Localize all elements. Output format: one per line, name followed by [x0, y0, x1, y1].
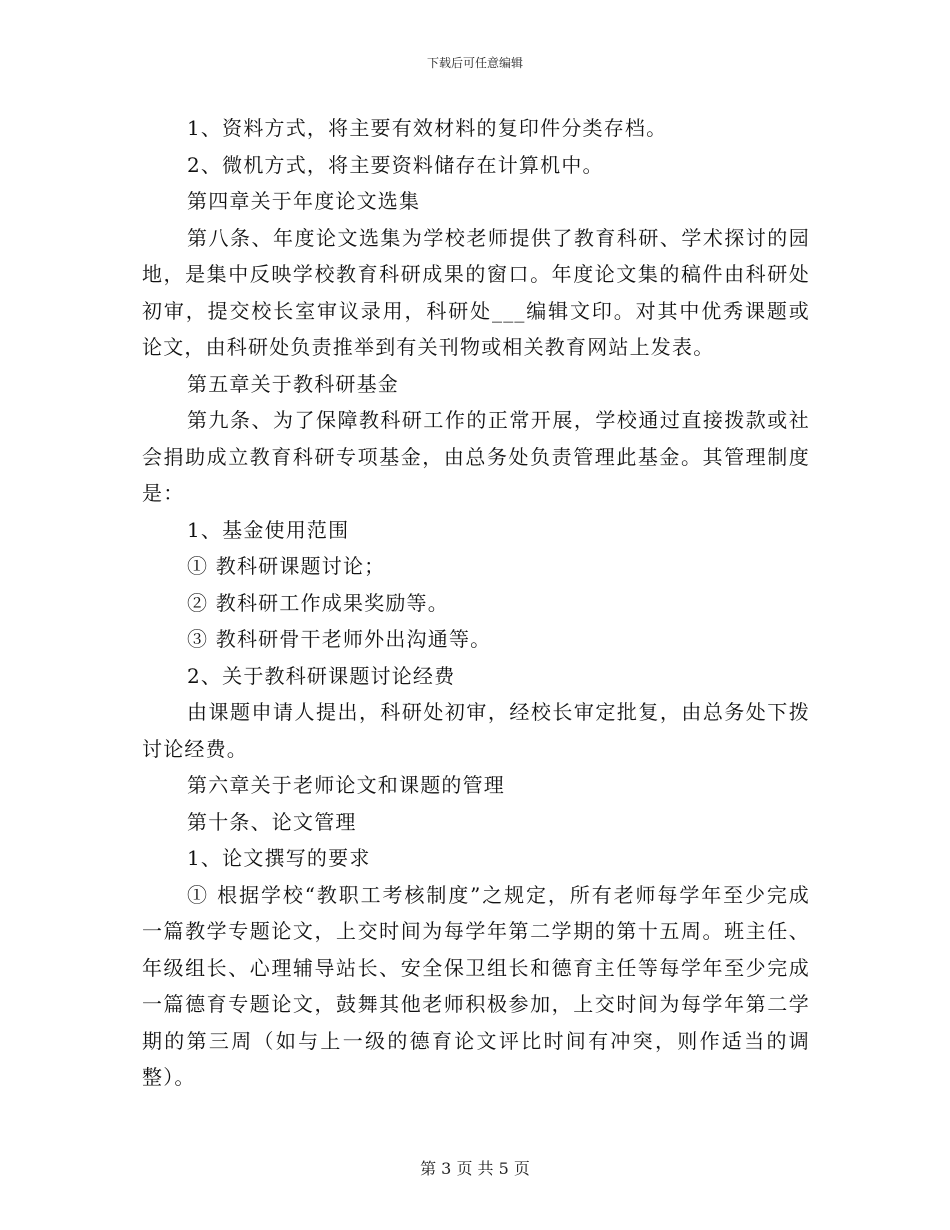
- paragraph-archive-computer: 2、微机方式，将主要资料储存在计算机中。: [187, 152, 604, 177]
- chapter-6-heading: 第六章关于老师论文和课题的管理: [187, 773, 505, 797]
- paper-writing-requirements-item-1: ① 根据学校“教职工考核制度”之规定，所有老师每学年至少完成一篇教学专题论文，上交时间为每学年第二学期的第十五周。班主任、年级组长、心理辅导站长、安全保卫组长和德育主任等每学年至少完成一篇德育专题论文，鼓舞其他老师积极参加，上交时间为每学年第二学期的第三周（如与上一级的德育论文评比时间有冲突，则作适当的调整）。: [142, 882, 810, 1089]
- research-funding-text: 由课题申请人提出，科研处初审，经校长审定批复，由总务处下拨讨论经费。: [142, 700, 810, 761]
- fund-scope-item-2: ② 教科研工作成果奖励等。: [187, 590, 449, 615]
- research-funding-heading: 2、关于教科研课题讨论经费: [187, 663, 456, 688]
- document-body: [142, 110, 810, 1096]
- chapter-4-heading: 第四章关于年度论文选集: [187, 189, 421, 213]
- fund-scope-item-3: ③ 教科研骨干老师外出沟通等。: [187, 627, 492, 651]
- article-8: 第八条、年度论文选集为学校老师提供了教育科研、学术探讨的园地，是集中反映学校教育科研成果的窗口。年度论文集的稿件由科研处初审，提交校长室审议录用，科研处___编辑文印。对其中优秀课题或论文，由科研处负责推举到有关刊物或相关教育网站上发表。: [142, 225, 810, 359]
- fund-scope-heading: 1、基金使用范围: [187, 517, 350, 542]
- fund-scope-item-1: ① 教科研课题讨论；: [187, 554, 386, 578]
- page-number: 第 3 页 共 5 页: [420, 1159, 530, 1178]
- article-9: 第九条、为了保障教科研工作的正常开展，学校通过直接拨款或社会捐助成立教育科研专项基金，由总务处负责管理此基金。其管理制度是：: [142, 408, 810, 505]
- paragraph-archive-paper: 1、资料方式，将主要有效材料的复印件分类存档。: [187, 116, 668, 140]
- paper-writing-requirements-heading: 1、论文撰写的要求: [187, 846, 371, 870]
- page-header: 下载后可任意编辑: [426, 56, 523, 70]
- article-10: 第十条、论文管理: [187, 809, 357, 834]
- chapter-5-heading: 第五章关于教科研基金: [187, 371, 399, 396]
